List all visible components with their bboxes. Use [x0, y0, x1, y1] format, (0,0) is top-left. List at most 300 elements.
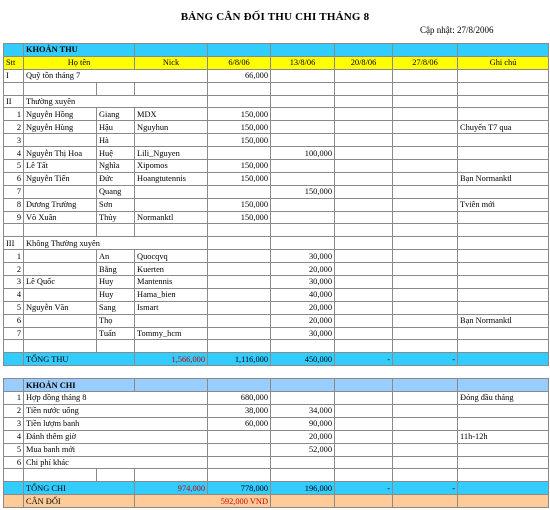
table-cell: [271, 172, 335, 185]
table-cell: 90,000: [271, 417, 335, 430]
table-cell: Hoangtutennis: [135, 172, 208, 185]
table-cell: [458, 495, 549, 508]
table-cell: Đánh thêm giờ: [24, 430, 208, 443]
table-row: [4, 172, 549, 185]
table-cell: [208, 301, 271, 314]
table-cell: [458, 456, 549, 469]
table-cell: [458, 263, 549, 276]
table-cell: Tiền lượm banh: [24, 417, 208, 430]
regular-label: Thường xuyên: [24, 95, 208, 108]
table-cell: [271, 108, 335, 121]
table-cell: [335, 366, 393, 379]
expense-header-row: [4, 379, 549, 392]
table-cell: [24, 327, 97, 340]
table-cell: 11h-12h: [458, 430, 549, 443]
table-cell: [97, 340, 135, 353]
table-cell: 7: [4, 327, 24, 340]
table-cell: [393, 44, 458, 57]
table-cell: [458, 160, 549, 173]
income-total-label: TỔNG THU: [24, 353, 135, 366]
table-cell: [208, 250, 271, 263]
table-cell: 150,000: [208, 172, 271, 185]
table-cell: [393, 340, 458, 353]
table-cell: [24, 366, 97, 379]
table-cell: Võ Xuân: [24, 211, 97, 224]
table-cell: 778,000: [208, 482, 271, 495]
sheet-title: BẢNG CÂN ĐỐI THU CHI THÁNG 8: [180, 11, 370, 23]
table-cell: 5: [4, 443, 24, 456]
table-cell: [335, 147, 393, 160]
table-cell: [24, 469, 97, 482]
table-cell: [458, 340, 549, 353]
table-cell: Đóng đầu tháng: [458, 392, 549, 405]
table-cell: 30,000: [271, 276, 335, 289]
table-cell: [208, 185, 271, 198]
table-cell: Nguyễn Tiến: [24, 172, 97, 185]
table-cell: 450,000: [271, 353, 335, 366]
table-cell: [24, 288, 97, 301]
table-cell: [135, 366, 208, 379]
table-cell: [458, 366, 549, 379]
table-cell: [458, 482, 549, 495]
table-cell: [335, 95, 393, 108]
table-cell: 196,000: [271, 482, 335, 495]
table-cell: Tviên mới: [458, 198, 549, 211]
table-cell: [335, 276, 393, 289]
table-cell: [208, 314, 271, 327]
table-cell: Mua banh mới: [24, 443, 208, 456]
table-cell: 4: [4, 430, 24, 443]
table-cell: [458, 404, 549, 417]
table-cell: [208, 443, 271, 456]
table-cell: [335, 340, 393, 353]
table-cell: [393, 366, 458, 379]
table-cell: [335, 469, 393, 482]
table-cell: 150,000: [271, 185, 335, 198]
table-cell: -: [335, 353, 393, 366]
table-cell: Chuyển T7 qua: [458, 121, 549, 134]
table-cell: [24, 82, 97, 95]
table-cell: [393, 379, 458, 392]
table-cell: [393, 276, 458, 289]
balance-row: [4, 495, 549, 508]
balance-sheet: [3, 43, 548, 508]
table-cell: I: [4, 69, 24, 82]
blank-row: [4, 366, 549, 379]
table-cell: [4, 495, 24, 508]
table-cell: 5: [4, 301, 24, 314]
table-row: [4, 185, 549, 198]
table-cell: [271, 379, 335, 392]
table-cell: [271, 160, 335, 173]
table-cell: 2: [4, 404, 24, 417]
table-cell: 5: [4, 160, 24, 173]
col-stt: Stt: [4, 56, 24, 69]
col-name: Họ tên: [24, 56, 135, 69]
table-cell: [393, 417, 458, 430]
table-cell: [393, 211, 458, 224]
table-cell: [4, 44, 24, 57]
table-cell: [458, 250, 549, 263]
table-cell: [4, 353, 24, 366]
table-cell: Hậu: [97, 121, 135, 134]
table-cell: Quang: [97, 185, 135, 198]
column-header-row: [4, 56, 549, 69]
table-cell: [335, 392, 393, 405]
table-cell: [335, 198, 393, 211]
table-row: [4, 404, 549, 417]
table-cell: Thủy: [97, 211, 135, 224]
table-cell: [458, 301, 549, 314]
table-cell: [97, 224, 135, 237]
table-cell: 20,000: [271, 301, 335, 314]
table-cell: [393, 495, 458, 508]
opening-row: [4, 69, 549, 82]
table-row: [4, 134, 549, 147]
table-cell: [335, 211, 393, 224]
col-note: Ghi chú: [458, 56, 549, 69]
table-cell: [135, 469, 208, 482]
table-cell: 40,000: [271, 288, 335, 301]
table-cell: Tuấn: [97, 327, 135, 340]
col-nick: Nick: [135, 56, 208, 69]
table-cell: 4: [4, 147, 24, 160]
table-cell: [335, 430, 393, 443]
updated-date: Cập nhật: 27/8/2006: [420, 25, 494, 35]
table-row: [4, 108, 549, 121]
table-cell: Nghĩa: [97, 160, 135, 173]
table-cell: Hama_bien: [135, 288, 208, 301]
table-cell: 30,000: [271, 327, 335, 340]
table-cell: Thọ: [97, 314, 135, 327]
table-cell: [458, 379, 549, 392]
table-cell: [24, 314, 97, 327]
table-cell: II: [4, 95, 24, 108]
table-cell: [335, 288, 393, 301]
table-cell: [335, 172, 393, 185]
table-cell: [393, 82, 458, 95]
table-row: [4, 160, 549, 173]
table-cell: 1: [4, 250, 24, 263]
table-cell: [458, 417, 549, 430]
table-cell: [4, 379, 24, 392]
table-cell: 20,000: [271, 263, 335, 276]
table-row: [4, 276, 549, 289]
table-row: [4, 147, 549, 160]
table-cell: 38,000: [208, 404, 271, 417]
table-cell: [458, 95, 549, 108]
income-header: KHOẢN THU: [24, 44, 135, 57]
table-cell: 150,000: [208, 160, 271, 173]
expense-header: KHOẢN CHI: [24, 379, 135, 392]
table-cell: [208, 366, 271, 379]
table-cell: 680,000: [208, 392, 271, 405]
col-date-4: 27/8/06: [393, 56, 458, 69]
table-cell: [4, 340, 24, 353]
table-cell: [335, 314, 393, 327]
table-cell: 30,000: [271, 250, 335, 263]
table-row: [4, 314, 549, 327]
table-cell: [24, 224, 97, 237]
table-cell: [393, 263, 458, 276]
table-cell: [135, 379, 208, 392]
table-cell: [393, 250, 458, 263]
table-cell: 52,000: [271, 443, 335, 456]
balance-table: [3, 43, 549, 508]
table-cell: [208, 95, 271, 108]
table-cell: Sơn: [97, 198, 135, 211]
income-header-row: [4, 44, 549, 57]
table-cell: MDX: [135, 108, 208, 121]
table-cell: [335, 250, 393, 263]
table-cell: Huy: [97, 276, 135, 289]
col-date-2: 13/8/06: [271, 56, 335, 69]
table-cell: [458, 353, 549, 366]
table-cell: [208, 147, 271, 160]
table-cell: [393, 456, 458, 469]
table-cell: [335, 69, 393, 82]
table-cell: Huy: [97, 288, 135, 301]
table-cell: [393, 392, 458, 405]
opening-amount: 66,000: [208, 69, 271, 82]
table-cell: [24, 134, 97, 147]
table-cell: [208, 263, 271, 276]
income-total-value: 1,566,000: [135, 353, 208, 366]
table-row: [4, 301, 549, 314]
table-cell: [4, 482, 24, 495]
irregular-label: Không Thường xuyên: [24, 237, 208, 250]
table-cell: [208, 469, 271, 482]
table-row: [4, 198, 549, 211]
table-cell: [458, 82, 549, 95]
table-cell: Ismart: [135, 301, 208, 314]
table-cell: 4: [4, 288, 24, 301]
table-cell: -: [335, 482, 393, 495]
table-cell: [208, 340, 271, 353]
table-cell: 100,000: [271, 147, 335, 160]
balance-label: CÂN ĐỐI: [24, 495, 135, 508]
table-cell: [393, 185, 458, 198]
table-cell: [393, 147, 458, 160]
table-cell: [458, 69, 549, 82]
table-cell: Lê Quốc: [24, 276, 97, 289]
table-cell: Hợp đồng tháng 8: [24, 392, 208, 405]
table-cell: [393, 288, 458, 301]
table-cell: Nguyễn Thị Hoa: [24, 147, 97, 160]
table-cell: 9: [4, 211, 24, 224]
table-cell: [458, 276, 549, 289]
table-cell: 2: [4, 121, 24, 134]
table-cell: [393, 172, 458, 185]
table-cell: [393, 121, 458, 134]
table-cell: [271, 224, 335, 237]
table-cell: Bạn Normanktl: [458, 172, 549, 185]
table-cell: 150,000: [208, 211, 271, 224]
table-cell: [335, 379, 393, 392]
expense-total-label: TỔNG CHI: [24, 482, 135, 495]
table-row: [4, 392, 549, 405]
table-cell: Dương Trường: [24, 198, 97, 211]
table-cell: [271, 237, 335, 250]
table-cell: [271, 198, 335, 211]
table-cell: [135, 314, 208, 327]
table-cell: 2: [4, 263, 24, 276]
table-cell: [458, 134, 549, 147]
table-cell: 1: [4, 392, 24, 405]
table-cell: [4, 366, 24, 379]
table-cell: [208, 224, 271, 237]
table-cell: 8: [4, 198, 24, 211]
table-cell: [208, 379, 271, 392]
table-row: [4, 250, 549, 263]
table-cell: [24, 185, 97, 198]
table-cell: [393, 95, 458, 108]
table-cell: [135, 134, 208, 147]
expense-total-row: [4, 482, 549, 495]
table-cell: [135, 340, 208, 353]
table-cell: Kuerten: [135, 263, 208, 276]
table-cell: Lili_Nguyen: [135, 147, 208, 160]
expense-total-value: 974,000: [135, 482, 208, 495]
table-cell: [458, 288, 549, 301]
table-cell: [208, 276, 271, 289]
table-row: [4, 417, 549, 430]
table-cell: Normanktl: [135, 211, 208, 224]
table-cell: 3: [4, 276, 24, 289]
regular-label-row: [4, 95, 549, 108]
table-cell: [271, 95, 335, 108]
opening-label: Quỹ tồn tháng 7: [24, 69, 208, 82]
table-cell: [393, 134, 458, 147]
table-cell: [393, 108, 458, 121]
table-cell: 1: [4, 108, 24, 121]
table-cell: [335, 456, 393, 469]
table-cell: Tiền nước uống: [24, 404, 208, 417]
table-row: [4, 211, 549, 224]
table-cell: Nguyhun: [135, 121, 208, 134]
table-cell: [97, 469, 135, 482]
table-cell: 150,000: [208, 134, 271, 147]
table-cell: [393, 198, 458, 211]
table-cell: Bằng: [97, 263, 135, 276]
table-cell: [393, 430, 458, 443]
table-cell: Nguyễn Hồng: [24, 108, 97, 121]
table-cell: [271, 392, 335, 405]
table-cell: [458, 108, 549, 121]
table-cell: [97, 366, 135, 379]
table-cell: -: [393, 482, 458, 495]
table-cell: [393, 443, 458, 456]
table-cell: [335, 301, 393, 314]
table-cell: 1,116,000: [208, 353, 271, 366]
table-cell: 20,000: [271, 430, 335, 443]
table-cell: [4, 224, 24, 237]
table-cell: [135, 82, 208, 95]
table-cell: [335, 263, 393, 276]
table-cell: [271, 340, 335, 353]
table-cell: Quocqvq: [135, 250, 208, 263]
table-cell: 20,000: [271, 314, 335, 327]
table-cell: [393, 301, 458, 314]
table-cell: [393, 469, 458, 482]
income-total-row: [4, 353, 549, 366]
table-cell: 3: [4, 134, 24, 147]
table-cell: [135, 224, 208, 237]
table-cell: [458, 469, 549, 482]
table-cell: [335, 82, 393, 95]
table-cell: [208, 456, 271, 469]
table-cell: [271, 69, 335, 82]
col-date-1: 6/8/06: [208, 56, 271, 69]
table-cell: [335, 404, 393, 417]
table-cell: Giang: [97, 108, 135, 121]
table-cell: [4, 82, 24, 95]
table-cell: [458, 185, 549, 198]
table-cell: 60,000: [208, 417, 271, 430]
table-cell: [135, 185, 208, 198]
table-cell: Tommy_hcm: [135, 327, 208, 340]
blank-row: [4, 340, 549, 353]
table-cell: [208, 44, 271, 57]
table-cell: Xipomos: [135, 160, 208, 173]
table-cell: [393, 160, 458, 173]
table-cell: Sang: [97, 301, 135, 314]
table-cell: 6: [4, 314, 24, 327]
table-cell: 150,000: [208, 121, 271, 134]
table-cell: [271, 134, 335, 147]
table-cell: [271, 44, 335, 57]
table-cell: [335, 160, 393, 173]
table-cell: [335, 108, 393, 121]
table-row: [4, 121, 549, 134]
table-cell: [335, 327, 393, 340]
table-cell: [335, 495, 393, 508]
table-cell: [393, 327, 458, 340]
table-cell: [335, 121, 393, 134]
table-cell: 34,000: [271, 404, 335, 417]
table-row: [4, 456, 549, 469]
table-cell: [393, 69, 458, 82]
table-cell: [393, 404, 458, 417]
table-cell: [271, 366, 335, 379]
table-cell: [271, 121, 335, 134]
table-cell: [24, 250, 97, 263]
blank-row: [4, 82, 549, 95]
table-cell: [335, 134, 393, 147]
table-cell: [458, 44, 549, 57]
table-cell: [208, 430, 271, 443]
table-cell: Nguyễn Hùng: [24, 121, 97, 134]
irregular-label-row: [4, 237, 549, 250]
table-cell: -: [393, 353, 458, 366]
table-cell: Nguyễn Văn: [24, 301, 97, 314]
blank-row: [4, 469, 549, 482]
balance-value: 592,000 VND: [135, 495, 271, 508]
table-cell: [271, 82, 335, 95]
table-cell: 7: [4, 185, 24, 198]
table-cell: [335, 417, 393, 430]
table-cell: Huệ: [97, 147, 135, 160]
table-cell: [271, 495, 335, 508]
table-cell: [458, 224, 549, 237]
table-cell: [208, 288, 271, 301]
table-row: [4, 288, 549, 301]
table-cell: [135, 44, 208, 57]
table-cell: III: [4, 237, 24, 250]
table-cell: [271, 469, 335, 482]
table-row: [4, 327, 549, 340]
table-cell: [458, 211, 549, 224]
